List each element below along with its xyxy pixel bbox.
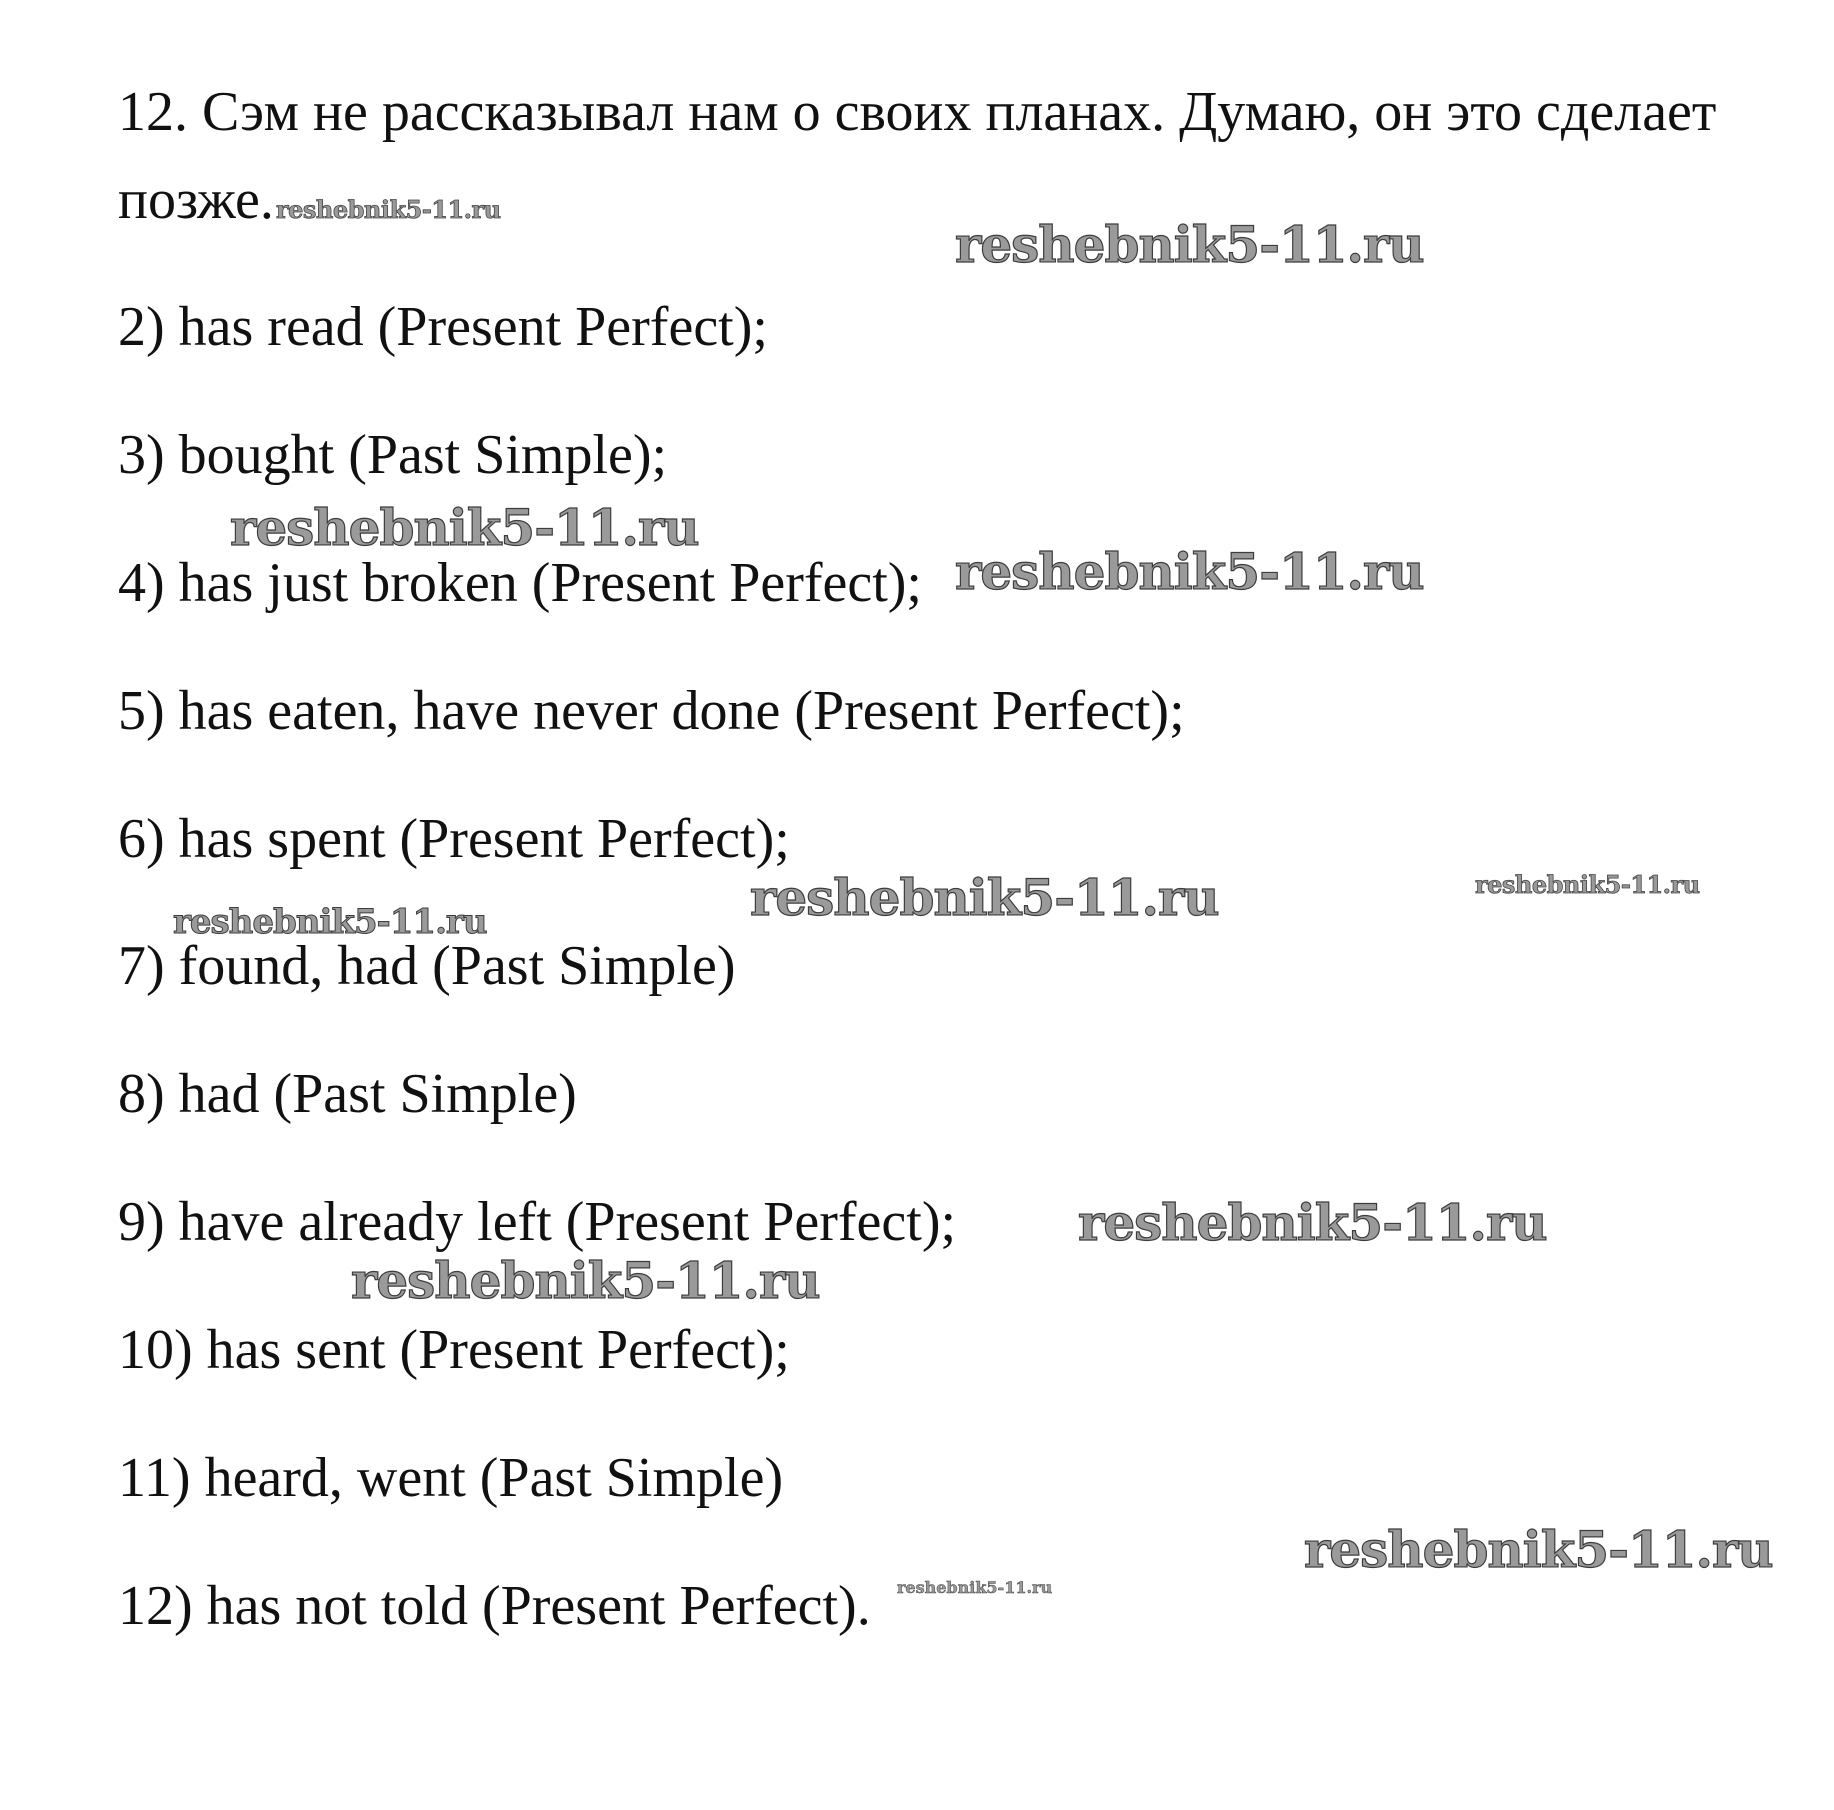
watermark: reshebnik5-11.ru (955, 542, 1424, 601)
answer-line: 11) heard, went (Past Simple) (118, 1447, 784, 1509)
answer-line: 5) has eaten, have never done (Present Perfect); (118, 680, 1185, 742)
answer-line: 3) bought (Past Simple); (118, 424, 668, 486)
task-sentence-line-1: 12. Сэм не рассказывал нам о своих планах. Думаю, он это сделает (118, 81, 1717, 143)
answer-line: 9) have already left (Present Perfect); (118, 1191, 957, 1253)
answer-line: 7) found, had (Past Simple) (118, 935, 736, 997)
watermark: reshebnik5-11.ru (955, 215, 1424, 274)
answer-line: 8) had (Past Simple) (118, 1063, 577, 1125)
watermark: reshebnik5-11.ru (750, 868, 1219, 927)
answer-line: 10) has sent (Present Perfect); (118, 1319, 790, 1381)
answer-line: 4) has just broken (Present Perfect); (118, 552, 922, 614)
answer-line: 6) has spent (Present Perfect); (118, 808, 790, 870)
watermark: reshebnik5-11.ru (1304, 1520, 1773, 1579)
answer-line: 12) has not told (Present Perfect). (118, 1575, 871, 1637)
task-sentence-line-2: позже. (118, 169, 274, 231)
watermark: reshebnik5-11.ru (173, 902, 487, 942)
watermark: reshebnik5-11.ru (351, 1251, 820, 1310)
watermark: reshebnik5-11.ru (1475, 870, 1700, 899)
watermark: reshebnik5-11.ru (1078, 1193, 1547, 1252)
watermark: reshebnik5-11.ru (897, 1578, 1053, 1597)
watermark: reshebnik5-11.ru (276, 195, 501, 224)
answer-line: 2) has read (Present Perfect); (118, 296, 768, 358)
watermark: reshebnik5-11.ru (230, 498, 699, 557)
